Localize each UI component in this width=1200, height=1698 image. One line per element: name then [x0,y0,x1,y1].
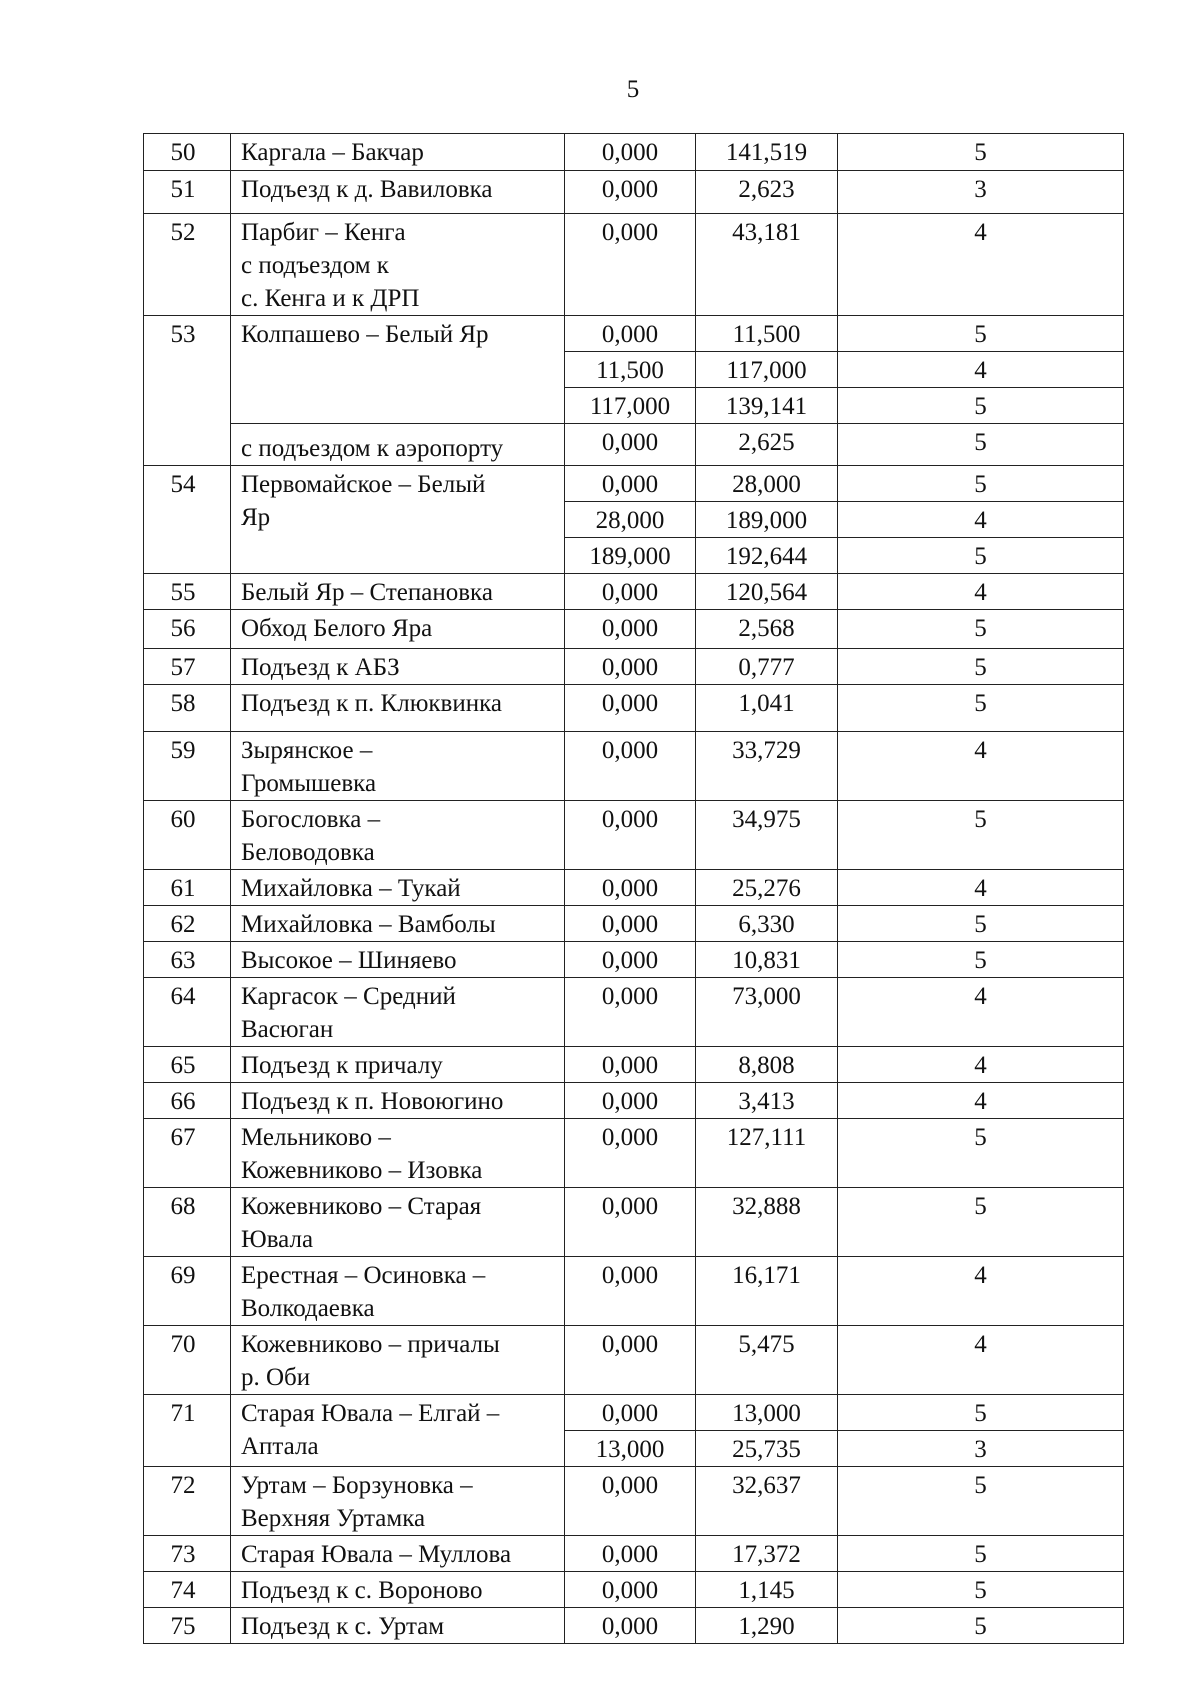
category-cell: 4 [838,1326,1124,1395]
km-to-cell: 139,141 [696,388,838,424]
km-from-cell: 0,000 [565,214,696,316]
row-number-cell: 64 [144,978,231,1047]
row-number-cell: 71 [144,1395,231,1467]
table-row [144,801,1124,870]
category-cell: 5 [838,906,1124,942]
category-cell: 4 [838,732,1124,801]
km-to-cell: 13,000 [696,1395,838,1431]
table-row [144,1572,1124,1608]
km-from-cell: 0,000 [565,1188,696,1257]
category-cell: 4 [838,1047,1124,1083]
row-number-cell: 67 [144,1119,231,1188]
row-number-cell: 60 [144,801,231,870]
km-from-cell: 0,000 [565,685,696,732]
category-cell: 5 [838,1572,1124,1608]
km-to-cell: 2,568 [696,610,838,649]
table-row [144,466,1124,502]
road-name-cell: Парбиг – Кенга с подъездом к с. Кенга и к ДРП [231,214,565,316]
row-number-cell: 70 [144,1326,231,1395]
km-from-cell: 0,000 [565,134,696,171]
km-to-cell: 192,644 [696,538,838,574]
km-from-cell: 0,000 [565,1395,696,1431]
km-to-cell: 120,564 [696,574,838,610]
table-row [144,978,1124,1047]
km-to-cell: 2,623 [696,171,838,214]
km-from-cell: 0,000 [565,610,696,649]
km-from-cell: 0,000 [565,649,696,685]
km-to-cell: 32,888 [696,1188,838,1257]
row-number-cell: 74 [144,1572,231,1608]
km-from-cell: 0,000 [565,978,696,1047]
km-from-cell: 0,000 [565,466,696,502]
road-subname-cell: с подъездом к аэропорту [231,424,565,466]
category-cell: 5 [838,316,1124,352]
road-name-cell: Старая Ювала – Елгай – Аптала [231,1395,565,1467]
road-name-cell: Старая Ювала – Муллова [231,1536,565,1572]
km-from-cell: 0,000 [565,1119,696,1188]
road-name-cell: Каргасок – Средний Васюган [231,978,565,1047]
km-from-cell: 117,000 [565,388,696,424]
row-number-cell: 59 [144,732,231,801]
km-to-cell: 25,276 [696,870,838,906]
category-cell: 3 [838,1431,1124,1467]
km-from-cell: 0,000 [565,424,696,466]
road-name-cell: Высокое – Шиняево [231,942,565,978]
km-to-cell: 2,625 [696,424,838,466]
km-to-cell: 11,500 [696,316,838,352]
km-to-cell: 117,000 [696,352,838,388]
page-number: 5 [626,76,640,103]
road-name-cell: Подъезд к п. Новоюгино [231,1083,565,1119]
row-number-cell: 66 [144,1083,231,1119]
km-to-cell: 0,777 [696,649,838,685]
category-cell: 5 [838,424,1124,466]
table-row [144,1395,1124,1431]
km-to-cell: 5,475 [696,1326,838,1395]
category-cell: 4 [838,574,1124,610]
road-name-cell: Ерестная – Осиновка – Волкодаевка [231,1257,565,1326]
row-number-cell: 55 [144,574,231,610]
road-name-cell: Михайловка – Вамболы [231,906,565,942]
road-name-cell: Кожевниково – Старая Ювала [231,1188,565,1257]
km-to-cell: 1,041 [696,685,838,732]
row-number-cell: 50 [144,134,231,171]
table-row [144,732,1124,801]
km-to-cell: 10,831 [696,942,838,978]
road-name-cell: Мельниково – Кожевниково – Изовка [231,1119,565,1188]
km-to-cell: 1,290 [696,1608,838,1644]
road-name-cell: Зырянское – Громышевка [231,732,565,801]
km-from-cell: 0,000 [565,942,696,978]
km-from-cell: 0,000 [565,1572,696,1608]
table-row [144,1083,1124,1119]
category-cell: 5 [838,1467,1124,1536]
category-cell: 5 [838,801,1124,870]
table-row [144,1608,1124,1644]
category-cell: 4 [838,978,1124,1047]
category-cell: 5 [838,685,1124,732]
km-from-cell: 0,000 [565,1083,696,1119]
road-name-cell: Подъезд к АБЗ [231,649,565,685]
km-from-cell: 189,000 [565,538,696,574]
road-name-cell: Подъезд к причалу [231,1047,565,1083]
table-row [144,1119,1124,1188]
km-to-cell: 25,735 [696,1431,838,1467]
km-from-cell: 11,500 [565,352,696,388]
km-from-cell: 0,000 [565,1608,696,1644]
road-name-cell: Подъезд к п. Клюквинка [231,685,565,732]
category-cell: 4 [838,870,1124,906]
road-name-cell: Обход Белого Яра [231,610,565,649]
km-to-cell: 1,145 [696,1572,838,1608]
table-row [144,649,1124,685]
km-to-cell: 28,000 [696,466,838,502]
table-row [144,610,1124,649]
table-row [144,1257,1124,1326]
road-name-cell: Кожевниково – причалы р. Оби [231,1326,565,1395]
row-number-cell: 51 [144,171,231,214]
km-from-cell: 13,000 [565,1431,696,1467]
category-cell: 4 [838,1083,1124,1119]
km-from-cell: 0,000 [565,1257,696,1326]
row-number-cell: 58 [144,685,231,732]
table-row [144,685,1124,732]
km-to-cell: 33,729 [696,732,838,801]
row-number-cell: 56 [144,610,231,649]
table-row [144,1536,1124,1572]
row-number-cell: 63 [144,942,231,978]
km-from-cell: 0,000 [565,1536,696,1572]
row-number-cell: 75 [144,1608,231,1644]
category-cell: 5 [838,610,1124,649]
roads-table [143,133,1124,1644]
table-row [144,906,1124,942]
km-from-cell: 0,000 [565,732,696,801]
km-to-cell: 34,975 [696,801,838,870]
category-cell: 4 [838,352,1124,388]
row-number-cell: 57 [144,649,231,685]
km-to-cell: 141,519 [696,134,838,171]
road-name-cell: Уртам – Борзуновка – Верхняя Уртамка [231,1467,565,1536]
km-from-cell: 0,000 [565,316,696,352]
category-cell: 5 [838,134,1124,171]
table-row [144,1047,1124,1083]
km-to-cell: 43,181 [696,214,838,316]
category-cell: 3 [838,171,1124,214]
category-cell: 5 [838,1536,1124,1572]
km-from-cell: 0,000 [565,1326,696,1395]
category-cell: 5 [838,1119,1124,1188]
table-row [144,134,1124,171]
road-name-cell: Подъезд к с. Вороново [231,1572,565,1608]
km-to-cell: 8,808 [696,1047,838,1083]
table-row [144,424,1124,466]
category-cell: 5 [838,1608,1124,1644]
road-name-cell: Богословка – Беловодовка [231,801,565,870]
row-number-cell: 65 [144,1047,231,1083]
table-row [144,942,1124,978]
km-from-cell: 28,000 [565,502,696,538]
row-number-cell: 73 [144,1536,231,1572]
km-from-cell: 0,000 [565,1047,696,1083]
category-cell: 5 [838,466,1124,502]
road-name-cell: Подъезд к с. Уртам [231,1608,565,1644]
km-from-cell: 0,000 [565,1467,696,1536]
km-from-cell: 0,000 [565,171,696,214]
km-to-cell: 6,330 [696,906,838,942]
row-number-cell: 54 [144,466,231,574]
category-cell: 5 [838,538,1124,574]
table-row [144,1467,1124,1536]
road-name-cell: Каргала – Бакчар [231,134,565,171]
table-row [144,870,1124,906]
km-from-cell: 0,000 [565,906,696,942]
category-cell: 4 [838,214,1124,316]
road-name-cell: Подъезд к д. Вавиловка [231,171,565,214]
km-to-cell: 3,413 [696,1083,838,1119]
table-row [144,574,1124,610]
table-row [144,316,1124,352]
km-to-cell: 189,000 [696,502,838,538]
table-row [144,214,1124,316]
km-to-cell: 73,000 [696,978,838,1047]
km-from-cell: 0,000 [565,870,696,906]
category-cell: 5 [838,388,1124,424]
km-to-cell: 32,637 [696,1467,838,1536]
road-name-cell: Белый Яр – Степановка [231,574,565,610]
km-to-cell: 16,171 [696,1257,838,1326]
row-number-cell: 62 [144,906,231,942]
category-cell: 5 [838,942,1124,978]
category-cell: 4 [838,1257,1124,1326]
row-number-cell: 53 [144,316,231,466]
row-number-cell: 72 [144,1467,231,1536]
road-name-cell: Колпашево – Белый Яр [231,316,565,424]
table-row [144,171,1124,214]
category-cell: 5 [838,1188,1124,1257]
row-number-cell: 61 [144,870,231,906]
row-number-cell: 52 [144,214,231,316]
table-row [144,1188,1124,1257]
category-cell: 5 [838,1395,1124,1431]
km-to-cell: 17,372 [696,1536,838,1572]
km-from-cell: 0,000 [565,574,696,610]
km-from-cell: 0,000 [565,801,696,870]
road-name-cell: Михайловка – Тукай [231,870,565,906]
km-to-cell: 127,111 [696,1119,838,1188]
category-cell: 5 [838,649,1124,685]
row-number-cell: 69 [144,1257,231,1326]
row-number-cell: 68 [144,1188,231,1257]
table-row [144,1326,1124,1395]
road-name-cell: Первомайское – Белый Яр [231,466,565,574]
category-cell: 4 [838,502,1124,538]
